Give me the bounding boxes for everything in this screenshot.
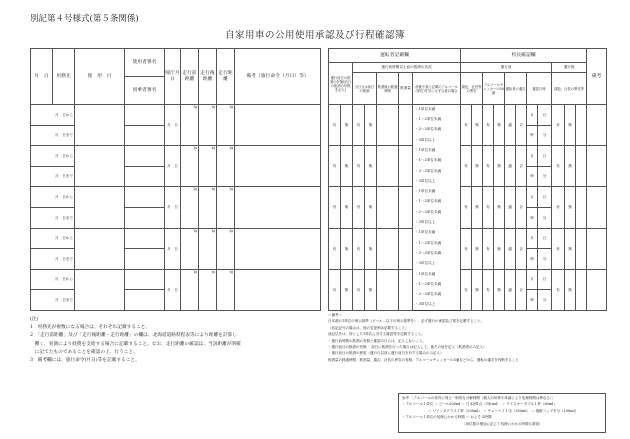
chief-section-header: 校長確認欄 — [461, 49, 587, 63]
table-row — [329, 269, 607, 279]
user-sign-cell[interactable] — [125, 146, 165, 167]
breath-no: 無 — [494, 146, 505, 187]
condition-no: 無 — [472, 228, 483, 269]
right-note-line: ・運行前時間の飲酒の有無と確認の日には、記入しないこと。 — [328, 338, 426, 343]
conf-month: 月 — [527, 105, 538, 126]
header-user-sign: 使用者署名 — [125, 49, 165, 77]
conf-day: 日 — [538, 105, 552, 126]
suitable-cell: 適 — [505, 105, 516, 146]
breath-yes: 有 — [483, 228, 494, 269]
drink-option: ・1単位未満 — [413, 269, 461, 279]
before-distance-cell: ㎞ — [181, 187, 199, 228]
after-condition-extra — [576, 269, 587, 310]
drink-option: ・2～3単位未満 — [413, 249, 461, 259]
breath-yes: 有 — [483, 269, 494, 310]
drink-amount-header: 飲酒量 — [399, 73, 413, 105]
breath-yes: 有 — [483, 105, 494, 146]
remarks-cell[interactable] — [235, 269, 321, 310]
after-distance-cell: ㎞ — [199, 228, 217, 269]
drink-option: ・2～3単位未満 — [413, 290, 461, 300]
note-line: 難く、実測により経費を支給する場合に記載すること。なお、走行距離の確認は、当該距離が明確 — [30, 341, 241, 347]
distance-cell: ㎞ — [217, 228, 235, 269]
after-condition-yes: 有 — [552, 146, 565, 187]
current-drinking-header: 当日又は前日の飲酒 — [353, 73, 377, 105]
user-sign-cell[interactable] — [125, 187, 165, 208]
conf-minute: 分 — [538, 125, 552, 146]
conf-minute: 分 — [538, 290, 552, 311]
after-condition-no: 無 — [565, 269, 576, 310]
table-row — [31, 269, 321, 290]
condition-yes: 有 — [461, 187, 472, 228]
table-row — [329, 146, 607, 156]
current-no: 無 — [365, 146, 377, 187]
date-to: 月 日まで — [31, 125, 75, 146]
chief-remarks-cell[interactable] — [587, 187, 607, 228]
drink-option: ・3単位以上 — [413, 300, 461, 310]
after-condition-yes: 有 — [552, 228, 565, 269]
purpose-cell[interactable] — [75, 146, 125, 187]
conf-minute: 分 — [538, 207, 552, 228]
elapsed-time-header: 飲酒後の経過時間 — [377, 73, 399, 105]
usage-table — [30, 48, 321, 311]
right-note-line: ・運行前日の飲酒の程度（運行日以前に運行前日を有する場合のみ記入） — [328, 351, 444, 356]
after-condition-extra — [576, 187, 587, 228]
after-condition-no: 無 — [565, 146, 576, 187]
drink-amount-cell[interactable] — [399, 228, 413, 269]
after-distance-cell: ㎞ — [199, 269, 217, 310]
reference-line-3: ・アルコール１単位の処理にかかる時間 ～ およそ４時間 — [402, 415, 492, 420]
suitable-cell: 適 — [505, 187, 516, 228]
current-no: 無 — [365, 228, 377, 269]
after-run-header: 運行後 — [552, 63, 587, 73]
yesterday-yes: 有 — [329, 146, 341, 187]
confirmation-table — [328, 48, 607, 311]
after-condition-yes: 有 — [552, 269, 565, 310]
drink-option: ・3単位以上 — [413, 259, 461, 269]
yesterday-no: 無 — [341, 269, 353, 310]
current-yes: 有 — [353, 228, 365, 269]
current-no: 無 — [365, 105, 377, 146]
passenger-sign-cell[interactable] — [125, 125, 165, 146]
drink-option: ・3単位以上 — [413, 177, 461, 187]
drink-option: ・1～2単位未満 — [413, 115, 461, 125]
yesterday-yes: 有 — [329, 269, 341, 310]
condition-no: 無 — [472, 187, 483, 228]
conf-minute: 分 — [538, 249, 552, 270]
user-sign-cell[interactable] — [125, 105, 165, 126]
passenger-sign-cell[interactable] — [125, 207, 165, 228]
conf-day: 日 — [538, 269, 552, 290]
user-sign-cell[interactable] — [125, 269, 165, 290]
unsuitable-cell: 否 — [516, 146, 527, 187]
driver-check-header: 運転者の適否 — [505, 73, 527, 105]
chief-remarks-cell[interactable] — [587, 228, 607, 269]
distance-cell: ㎞ — [217, 146, 235, 187]
header-after-distance: 走行後距離 — [199, 49, 217, 105]
condition-no: 無 — [472, 146, 483, 187]
table-row — [31, 105, 321, 126]
purpose-cell[interactable] — [75, 105, 125, 146]
return-date-cell: 月 日 — [165, 187, 181, 228]
before-distance-cell: ㎞ — [181, 228, 199, 269]
header-return-date: 帰庁月日 — [165, 49, 181, 105]
header-before-distance: 走行前距離 — [181, 49, 199, 105]
drink-option: ・2～3単位未満 — [413, 166, 461, 176]
after-condition-no: 無 — [565, 228, 576, 269]
conf-month: 月 — [527, 269, 538, 290]
breath-no: 無 — [494, 105, 505, 146]
elapsed-time-cell[interactable] — [377, 228, 399, 269]
reference-heading: 参考 〔アルコールの体内に残る一般的な分解時間（個人の体質や体調により処理時間は異なる）〕 — [402, 396, 556, 400]
table-row — [329, 187, 607, 197]
elapsed-time-cell[interactable] — [377, 146, 399, 187]
date-from: 月 日から — [31, 187, 75, 208]
chief-remarks-cell[interactable] — [587, 105, 607, 146]
drink-option: ・1単位未満 — [413, 187, 461, 197]
remarks-cell[interactable] — [235, 228, 321, 269]
table-row — [31, 187, 321, 208]
drink-amount-cell[interactable] — [399, 187, 413, 228]
driver-section-header: 運転者記載欄 — [329, 49, 461, 63]
current-yes: 有 — [353, 269, 365, 310]
current-yes: 有 — [353, 187, 365, 228]
right-notes-heading: ＜備考＞ — [328, 313, 342, 317]
header-passenger-sign: 同乗者署名 — [125, 77, 165, 105]
current-no: 無 — [365, 187, 377, 228]
alcohol-request-header: 前後不覚に記載のアルコール(単位)を気にせず合意の場合 — [413, 73, 461, 105]
note-line: 1 用務先が複数になる場合は、それぞれ記載すること。 — [30, 325, 151, 331]
right-note-line: 飲酒量の経過時間、飲酒量、適否、社長の異変の有無、アルコールチェッカーの5値などから、運転の適否を判断すること — [328, 357, 519, 362]
purpose-cell[interactable] — [75, 269, 125, 310]
table-row — [329, 105, 607, 115]
notes-section — [30, 316, 320, 365]
breath-no: 無 — [494, 269, 505, 310]
distance-cell: ㎞ — [217, 187, 235, 228]
breath-check-header: アルコールチェッカーの50値 — [483, 73, 505, 105]
conf-day: 日 — [538, 228, 552, 249]
drinking-status-header: 運行前時間以上前の飲酒の状況 — [353, 63, 461, 73]
drink-option: ・3単位以上 — [413, 218, 461, 228]
suitable-cell: 適 — [505, 269, 516, 310]
reference-line-4: 〔単位数の増加に応じて処理にかかる時間も増加〕 — [462, 421, 543, 426]
drink-option: ・1～2単位未満 — [413, 280, 461, 290]
drink-option: ・3単位以上 — [413, 135, 461, 145]
return-date-cell: 月 日 — [165, 228, 181, 269]
header-date: 月 日 — [31, 49, 53, 105]
before-distance-cell: ㎞ — [181, 269, 199, 310]
after-distance-cell: ㎞ — [199, 187, 217, 228]
condition-no: 無 — [472, 269, 483, 310]
right-note-line: 日本酒の1単位の例示基準（ビール…以下の例示基準を）、必ず運行の承認及び業を記載すること。 — [328, 319, 485, 324]
form-number: 別記第４号様式(第５条関係) — [30, 14, 139, 24]
passenger-sign-cell[interactable] — [125, 166, 165, 187]
current-no: 無 — [365, 269, 377, 310]
date-from: 月 日から — [31, 269, 75, 290]
drink-option: ・1単位未満 — [413, 146, 461, 156]
suitable-cell: 適 — [505, 228, 516, 269]
suitable-cell: 適 — [505, 146, 516, 187]
condition-yes: 有 — [461, 228, 472, 269]
yesterday-yes: 有 — [329, 187, 341, 228]
drink-option: ・2～3単位未満 — [413, 125, 461, 135]
current-yes: 有 — [353, 105, 365, 146]
drink-option: ・1単位未満 — [413, 228, 461, 238]
note-line: に記てたものであることを確認の上、行うこと。 — [30, 349, 138, 355]
remarks-cell[interactable] — [235, 187, 321, 228]
elapsed-time-cell[interactable] — [377, 105, 399, 146]
elapsed-time-cell[interactable] — [377, 269, 399, 310]
drink-option: ・1～2単位未満 — [413, 238, 461, 248]
conf-day: 日 — [538, 146, 552, 167]
condition-header: 顔色、社長等の異変 — [461, 73, 483, 105]
date-to: 月 日まで — [31, 290, 75, 311]
date-to: 月 日まで — [31, 249, 75, 270]
table-row — [329, 228, 607, 238]
after-distance-cell: ㎞ — [199, 105, 217, 146]
drink-option: ・1～2単位未満 — [413, 197, 461, 207]
conf-month: 月 — [527, 146, 538, 167]
yesterday-no: 無 — [341, 228, 353, 269]
breath-yes: 有 — [483, 146, 494, 187]
right-note-line: ・運行前日の飲酒の有無 ：前日に飲酒を行った場合は記入して、後その他を記入（飲酒者のみ記入） — [328, 345, 487, 350]
yesterday-no: 無 — [341, 105, 353, 146]
header-distance: 走行距離 — [217, 49, 235, 105]
condition-no: 無 — [472, 105, 483, 146]
notes-heading: (注) — [30, 317, 39, 322]
conf-hour: 時 — [527, 290, 538, 311]
after-condition-extra — [576, 228, 587, 269]
table-row — [31, 228, 321, 249]
after-condition-extra — [576, 146, 587, 187]
confirmation-time-header: 確認日時 — [527, 73, 552, 105]
chief-remarks-cell[interactable] — [587, 146, 607, 187]
distance-cell: ㎞ — [217, 269, 235, 310]
conf-month: 月 — [527, 187, 538, 208]
passenger-sign-cell[interactable] — [125, 249, 165, 270]
conf-hour: 時 — [527, 249, 538, 270]
return-date-cell: 月 日 — [165, 146, 181, 187]
user-sign-cell[interactable] — [125, 228, 165, 249]
right-note-line: （前記記号の場合は、他の変更例は記載すること） — [328, 325, 409, 330]
yesterday-yes: 有 — [329, 228, 341, 269]
conf-hour: 時 — [527, 207, 538, 228]
date-from: 月 日から — [31, 105, 75, 126]
conf-day: 日 — [538, 187, 552, 208]
distance-cell: ㎞ — [217, 105, 235, 146]
drink-amount-cell[interactable] — [399, 146, 413, 187]
condition-yes: 有 — [461, 146, 472, 187]
drink-option: ・2～3単位未満 — [413, 207, 461, 217]
after-condition-no: 無 — [565, 187, 576, 228]
purpose-cell[interactable] — [75, 187, 125, 228]
table-row — [31, 146, 321, 167]
passenger-sign-cell[interactable] — [125, 290, 165, 311]
before-distance-cell: ㎞ — [181, 105, 199, 146]
reference-line-2: ＝ ワインタグラス２杯（200ml） ＝ チューハイ１缶（350ml） ＝ 焼酎コップ半分（100ml） — [428, 408, 579, 413]
yesterday-yes: 有 — [329, 105, 341, 146]
date-from: 月 日から — [31, 228, 75, 249]
unsuitable-cell: 否 — [516, 105, 527, 146]
return-date-cell: 月 日 — [165, 269, 181, 310]
after-condition-yes: 有 — [552, 187, 565, 228]
condition-yes: 有 — [461, 105, 472, 146]
header-purpose: 使 用 目 — [75, 49, 125, 105]
after-condition-no: 無 — [565, 105, 576, 146]
right-note-line: 前記以外は、所とした1単位に対する確認等を記載すること。 — [328, 332, 425, 337]
drink-amount-cell[interactable] — [399, 105, 413, 146]
after-condition-extra — [576, 105, 587, 146]
drink-amount-cell[interactable] — [399, 269, 413, 310]
date-from: 月 日から — [31, 146, 75, 167]
reference-line-1: ・アルコール１単位 ＝ ビール500ml ＝ 日本酒1合（180ml） ＝ ウイスキーダブル１杯（60ml） — [402, 402, 557, 407]
remarks-cell[interactable] — [235, 146, 321, 187]
date-to: 月 日まで — [31, 166, 75, 187]
elapsed-time-cell[interactable] — [377, 187, 399, 228]
note-line: 3 備考欄には、旅行命令(月日)等を記載すること。 — [30, 358, 140, 364]
return-date-cell: 月 日 — [165, 105, 181, 146]
unsuitable-cell: 否 — [516, 269, 527, 310]
chief-remarks-cell[interactable] — [587, 269, 607, 310]
right-notes-section — [328, 312, 606, 363]
drink-option: ・1～2単位未満 — [413, 156, 461, 166]
after-distance-cell: ㎞ — [199, 146, 217, 187]
conf-hour: 時 — [527, 166, 538, 187]
purpose-cell[interactable] — [75, 228, 125, 269]
header-remarks: 備考（旅行命令（月日）等） — [235, 49, 321, 105]
breath-no: 無 — [494, 187, 505, 228]
reference-box — [398, 393, 606, 433]
date-to: 月 日まで — [31, 207, 75, 228]
after-condition-yes: 有 — [552, 105, 565, 146]
header-destination: 用務先 — [53, 49, 75, 105]
drink-option: ・1単位未満 — [413, 105, 461, 115]
unsuitable-cell: 否 — [516, 228, 527, 269]
yesterday-drinking-header: 運行前日の飲酒の有無(前日の飲酒の有無を記入) — [329, 63, 353, 105]
before-run-header: 運行前 — [461, 63, 552, 73]
unsuitable-cell: 否 — [516, 187, 527, 228]
current-yes: 有 — [353, 146, 365, 187]
before-distance-cell: ㎞ — [181, 146, 199, 187]
condition-yes: 有 — [461, 269, 472, 310]
yesterday-no: 無 — [341, 146, 353, 187]
conf-month: 月 — [527, 228, 538, 249]
breath-yes: 有 — [483, 187, 494, 228]
breath-no: 無 — [494, 228, 505, 269]
conf-minute: 分 — [538, 166, 552, 187]
yesterday-no: 無 — [341, 187, 353, 228]
document-title: 自家用車の公用使用承認及び行程確認簿 — [224, 30, 405, 41]
conf-hour: 時 — [527, 125, 538, 146]
chief-remarks-header: 備考 — [587, 49, 607, 105]
note-line: 2 「走行前距離」及び「走行後距離・走行距離」の欄は、北海道道路料程表等により距離を計算し — [30, 333, 237, 339]
remarks-cell[interactable] — [235, 105, 321, 146]
after-condition-header: 顔色、社長の異変等 — [552, 73, 587, 105]
